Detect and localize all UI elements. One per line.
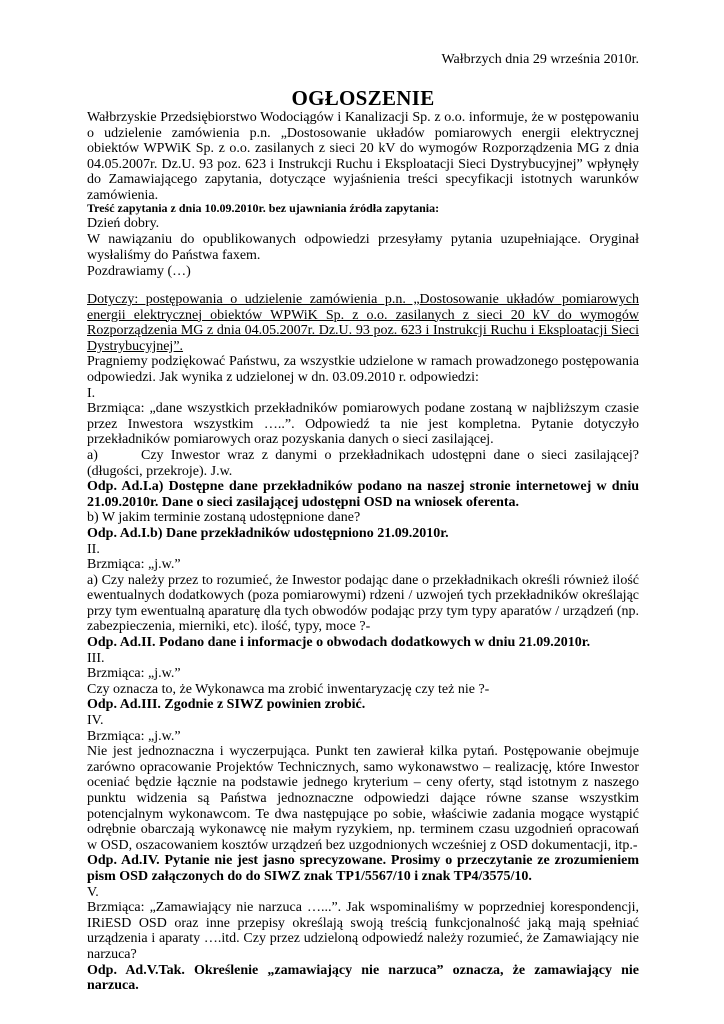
question-body: W nawiązaniu do opublikowanych odpowiedzi przesyłamy pytania uzupełniające. Oryginał wysłaliśmy do Państwa faxem. [87,232,639,263]
section-quote: Brzmiąca: „j.w.” [87,557,181,573]
section-number: II. [87,541,100,557]
question-label: a) [87,447,98,463]
question-greeting: Dzień dobry. [87,216,160,231]
answer-text: Odp. Ad.I.b) Dane przekładników udostępniono 21.09.2010r. [87,525,449,541]
section-quote: Brzmiąca: „dane wszystkich przekładników pomiarowych podane zostaną w najbliższym czasie przez Inwestora wszystkim …..”. Odpowiedź ta nie jest kompletna. Pytanie dotyczyło przekładników pomiarowych oraz pozyskania danych o sieci zasilającej. [87,401,639,448]
response-section [87,292,639,994]
answer-text: Odp. Ad.II. Podano dane i informacje o obwodach dodatkowych w dniu 21.09.2010r. [87,635,591,651]
section-question: b) W jakim terminie zostaną udostępnione dane? [87,510,361,526]
intro-section [87,110,639,204]
reference-subject: Dotyczy: postępowania o udzielenie zamówienia p.n. „Dostosowanie układów pomiarowych energii elektrycznej obiektów WPWiK Sp. z o.o. zasilanych z sieci 20 kV do wymogów Rozporządzenia MG z dnia 04.05.2007r. Dz.U. 93 poz. 623 i Instrukcji Ruchu i Eksploatacji Sieci Dystrybucyjnej”. [87,292,639,354]
section-number: I. [87,385,96,401]
section-question: a) Czy należy przez to rozumieć, że Inwestor podając dane o przekładnikach określi również ilość ewentualnych dodatkowych (poza pomiarowymi) rdzeni / uzwojeń tych przekładników określając przy tym ewentualną aparaturę dla tych obwodów podając przy tym typy aparatów / urządzeń (np. zabezpieczenia, mierniki, etc). ilość, typy, moce ?- [87,572,639,635]
page-title: OGŁOSZENIE [291,86,435,110]
intro-paragraph: Wałbrzyskie Przedsiębiorstwo Wodociągów i Kanalizacji Sp. z o.o. informuje, że w postępowaniu o udzielenie zamówienia p.n. „Dostosowanie układów pomiarowych energii elektrycznej obiektów WPWiK Sp. z o.o. zasilanych z sieci 20 kV do wymogów Rozporządzenia MG z dnia 04.05.2007r. Dz.U. 93 poz. 623 i Instrukcji Ruchu i Eksploatacji Sieci Dystrybucyjnej” wpłynęły do Zamawiającego zapytania, dotyczące wyjaśnienia treści specyfikacji istotnych warunków zamówienia. [87,110,639,203]
section-quote: Brzmiąca: „j.w.” [87,666,181,682]
question-text: Czy Inwestor wraz z danymi o przekładnikach udostępni dane o sieci zasilającej? (długości, przekroje). J.w. [87,447,639,479]
question-closing: Pozdrawiamy (…) [87,264,191,279]
reference-thanks: Pragniemy podziękować Państwu, za wszystkie udzielone w ramach prowadzonego postępowania odpowiedzi. Jak wynika z udzielonej w dn. 03.09.2010 r. odpowiedzi: [87,354,639,385]
date-line: Wałbrzych dnia 29 września 2010r. [441,52,639,67]
answer-text: Odp. Ad.I.a) Dostępne dane przekładników podano na naszej stronie internetowej w dniu 21.09.2010r. Dane o sieci zasilającej udostępni OSD na wniosek oferenta. [87,479,639,510]
answer-text: Odp. Ad.III. Zgodnie z SIWZ powinien zrobić. [87,697,366,713]
section-question: Nie jest jednoznaczna i wyczerpująca. Punkt ten zawierał kilka pytań. Postępowanie obejmuje zarówno opracowanie Projektów Technicznych, samo wykonawstwo – realizację, które Inwestor oceniać będzie łącznie na podstawie jednego kryterium – ceny oferty, stąd istotnym z naszego punktu widzenia są Państwa jednoznaczne odpowiedzi dające równe szanse wszystkim potencjalnym wykonawcom. Te dwa następujące po sobie, właściwie zadania mogące wystąpić odrębnie obarczają wykonawcę nie małym ryzykiem, np. terminem czasu uzgodnień opracowań w OSD, oszacowaniem kosztów urządzeń bez uzgodnionych wcześniej z OSD dokumentacji, itp.- [87,744,639,853]
section-question: Brzmiąca: „Zamawiający nie narzuca …...”. Jak wspominaliśmy w poprzedniej korespondencji, IRiESD OSD oraz inne przepisy określają swoją treścią funkcjonalność jaką mają spełniać urządzenia i aparaty ….itd. Czy przez udzieloną odpowiedź należy rozumieć, że Zamawiający nie narzuca? [87,900,639,962]
question-section [87,201,639,280]
section-number: IV. [87,713,104,729]
question-heading: Treść zapytania z dnia 10.09.2010r. bez ujawniania źródła zapytania: [87,201,440,215]
answer-text: Odp. Ad.IV. Pytanie nie jest jasno sprecyzowane. Prosimy o przeczytanie ze zrozumieniem pism OSD załączonych do do SIWZ znak TP1/5567/10 i znak TP4/3575/10. [87,853,639,884]
section-number: III. [87,650,105,666]
answer-text: Odp. Ad.V.Tak. Określenie „zamawiający nie narzuca” oznacza, że zamawiający nie narzuca. [87,962,639,994]
section-question [87,448,639,479]
section-question: Czy oznacza to, że Wykonawca ma zrobić inwentaryzację czy też nie ?- [87,681,490,697]
section-quote: Brzmiąca: „j.w.” [87,728,181,744]
section-number: V. [87,884,99,900]
